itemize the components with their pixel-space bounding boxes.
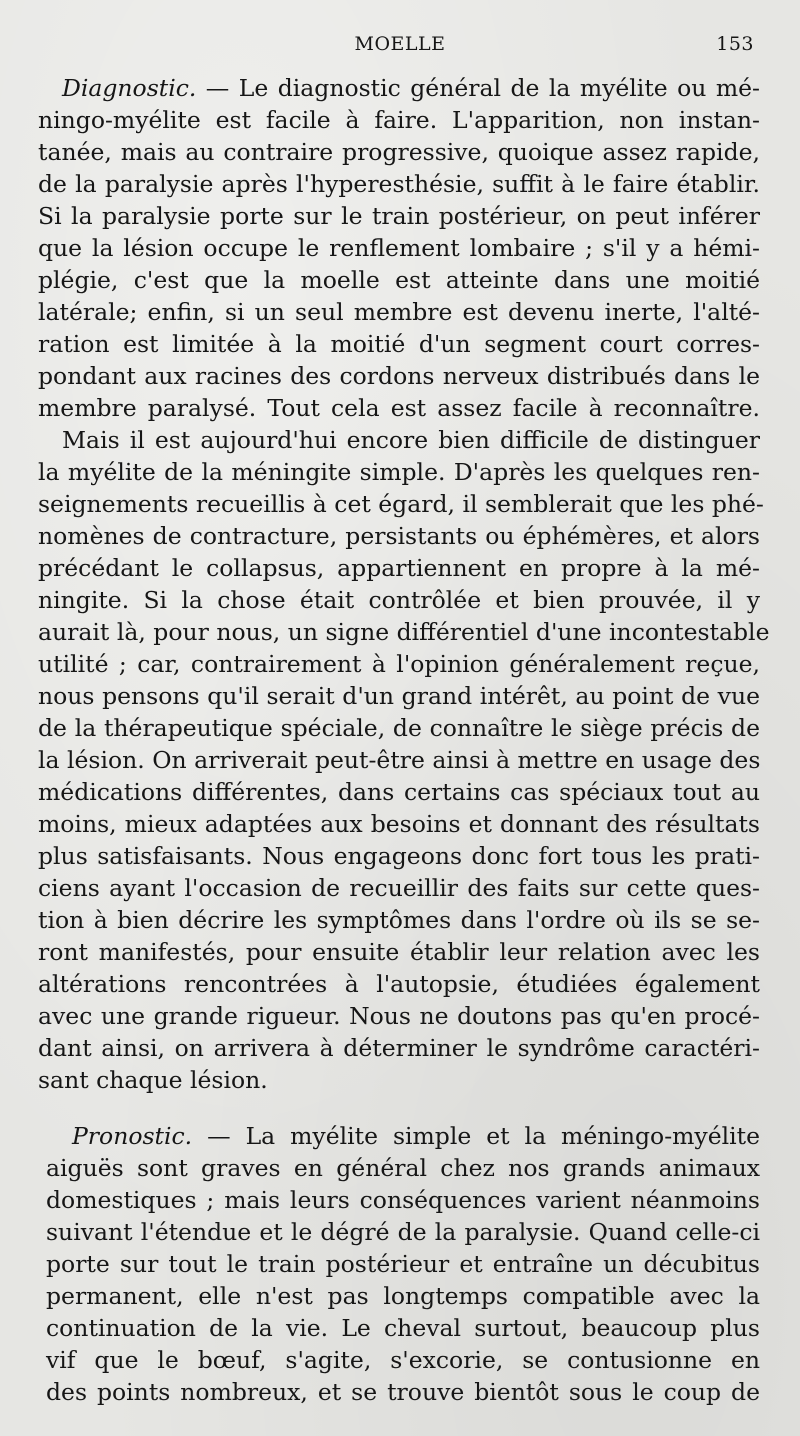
text-line: ration est limitée à la moitié d'un segment court corres- [38,330,760,358]
text-line: médications différentes, dans certains cas spéciaux tout au [38,778,760,806]
text-line: porte sur tout le train postérieur et entraîne un décubitus [46,1250,760,1278]
text-line: plégie, c'est que la moelle est atteinte dans une moitié [38,266,760,294]
text-line: Mais il est aujourd'hui encore bien difficile de distinguer [62,426,760,454]
text-line: vif que le bœuf, s'agite, s'excorie, se contusionne en [46,1346,760,1374]
text-line: ningo-myélite est facile à faire. L'apparition, non instan- [38,106,760,134]
page-header [0,33,800,57]
text-line: ront manifestés, pour ensuite établir leur relation avec les [38,938,760,966]
text-line: tion à bien décrire les symptômes dans l'ordre où ils se se- [38,906,760,934]
page-number: 153 [716,33,754,55]
text-line: moins, mieux adaptées aux besoins et donnant des résultats [38,810,760,838]
text-line: ciens ayant l'occasion de recueillir des faits sur cette ques- [38,874,760,902]
text-line: suivant l'étendue et le dégré de la paralysie. Quand celle-ci [46,1218,760,1246]
text-line: aurait là, pour nous, un signe différentiel d'une incontestable [38,618,770,646]
text-line: Diagnostic. — Le diagnostic général de la myélite ou mé- [62,74,760,102]
text-line: que la lésion occupe le renflement lombaire ; s'il y a hémi- [38,234,760,262]
text-line: utilité ; car, contrairement à l'opinion généralement reçue, [38,650,760,678]
text-line: avec une grande rigueur. Nous ne doutons pas qu'en procé- [38,1002,760,1030]
text-line: aiguës sont graves en général chez nos grands animaux [46,1154,760,1182]
text-line: membre paralysé. Tout cela est assez facile à reconnaître. [38,394,760,422]
text-line: la myélite de la méningite simple. D'après les quelques ren- [38,458,760,486]
text-line: latérale; enfin, si un seul membre est devenu inerte, l'alté- [38,298,760,326]
text-line: domestiques ; mais leurs conséquences varient néanmoins [46,1186,760,1214]
text-line: des points nombreux, et se trouve bientôt sous le coup de [46,1378,760,1406]
text-line: pondant aux racines des cordons nerveux distribués dans le [38,362,760,390]
text-line: de la thérapeutique spéciale, de connaître le siège précis de [38,714,760,742]
text-line: ningite. Si la chose était contrôlée et bien prouvée, il y [38,586,760,614]
text-line: dant ainsi, on arrivera à déterminer le syndrôme caractéri- [38,1034,760,1062]
text-line: nomènes de contracture, persistants ou éphémères, et alors [38,522,760,550]
text-line: précédant le collapsus, appartiennent en propre à la mé- [38,554,760,582]
text-line: plus satisfaisants. Nous engageons donc fort tous les prati- [38,842,760,870]
text-line: Pronostic. — La myélite simple et la méningo-myélite [72,1122,760,1150]
text-line: la lésion. On arriverait peut-être ainsi à mettre en usage des [38,746,761,774]
text-line: de la paralysie après l'hyperesthésie, suffit à le faire établir. [38,170,760,198]
text-line: nous pensons qu'il serait d'un grand intérêt, au point de vue [38,682,760,710]
text-line: permanent, elle n'est pas longtemps compatible avec la [46,1282,760,1310]
running-title: MOELLE [354,33,446,55]
text-line: seignements recueillis à cet égard, il semblerait que les phé- [38,490,764,518]
text-line: tanée, mais au contraire progressive, quoique assez rapide, [38,138,760,166]
text-line: altérations rencontrées à l'autopsie, étudiées également [38,970,760,998]
section-lead-diagnostic: Diagnostic. [62,74,197,102]
text-line: continuation de la vie. Le cheval surtout, beaucoup plus [46,1314,760,1342]
text-line: sant chaque lésion. [38,1066,268,1094]
section-lead-pronostic: Pronostic. [72,1122,193,1150]
text-line: Si la paralysie porte sur le train postérieur, on peut inférer [38,202,760,230]
